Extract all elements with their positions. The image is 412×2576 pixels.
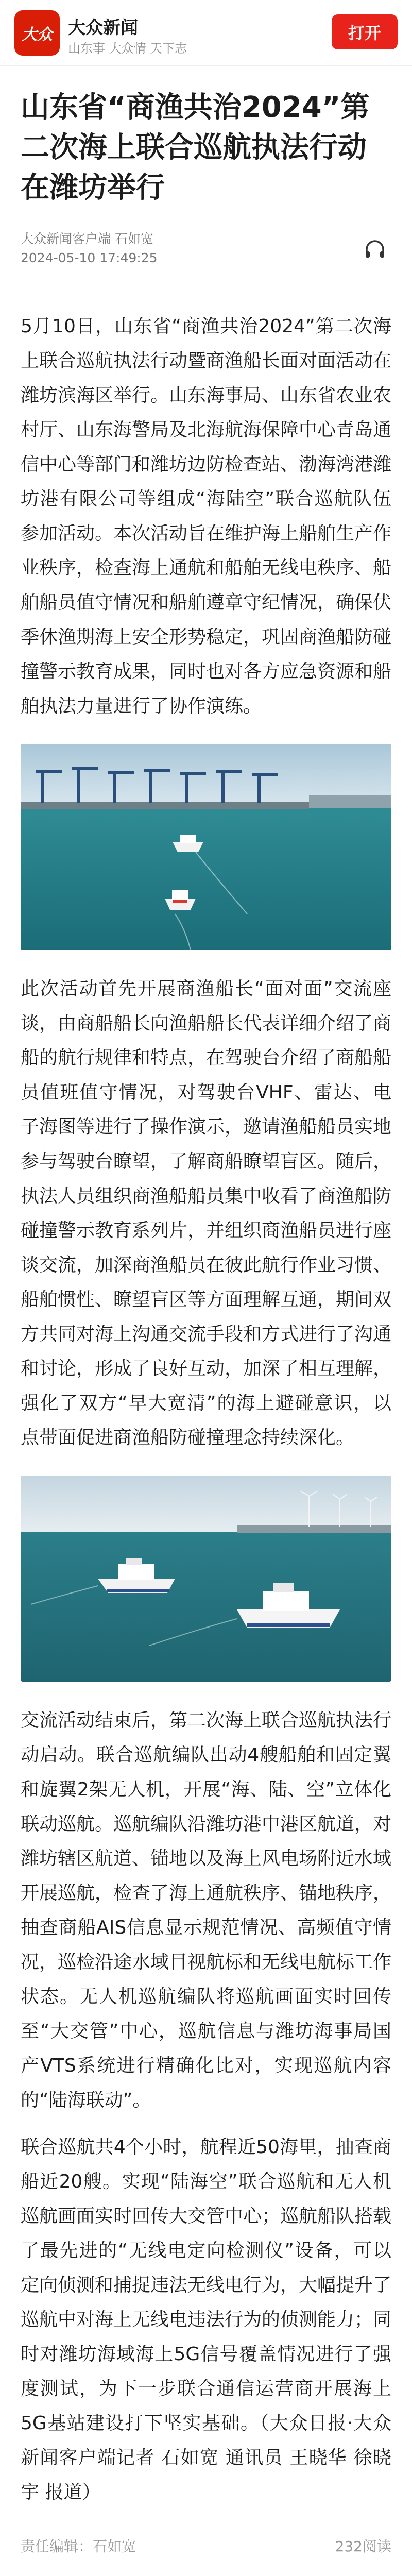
article-title: 山东省“商渔共治2024”第二次海上联合巡航执法行动在潍坊举行 bbox=[21, 91, 370, 205]
article-paragraph: 联合巡航共4个小时，航程近50海里，抽查商船近20艘。实现“陆海空”联合巡航和无人机巡航画面实时回传大交管中心；巡航船队搭载了最先进的“无线电定向检测仪”设备，可以定向侦测和捕捉违法无线电行为，大幅提升了巡航中对海上无线电违法行为的侦测能力；同时对潍坊海域海上5G信号覆盖情况进行了强度测试，为下一步联合通信运营商开展海上5G基站建设打下坚实基础。（大众日报·大众新闻客户端记者 石如宽 通讯员 王晓华 徐晓宇 报道） bbox=[21, 2137, 392, 2503]
article-paragraph: 此次活动首先开展商渔船长“面对面”交流座谈，由商船船长向渔船船长代表详细介绍了商船的航行规律和特点，在驾驶台介绍了商船船员值班值守情况，对驾驶台VHF、雷达、电子海图等进行了操作演示，邀请渔船船员实地参与驾驶台瞭望，了解商船瞭望盲区。随后，执法人员组织商渔船船员集中收看了商渔船防碰撞警示教育系列片，并组织商渔船员进行座谈交流，加深商渔船员在彼此航行作业习惯、船舶惯性、瞭望盲区等方面理解互通，期间双方共同对海上沟通交流手段和方式进行了沟通和讨论，形成了良好互动，加深了相互理解，强化了双方“早大宽清”的海上避碰意识，以点带面促进商渔船防碰撞理念持续深化。 bbox=[21, 978, 392, 1448]
responsible-editor: 责任编辑：石如宽 bbox=[21, 2538, 136, 2555]
app-download-banner bbox=[0, 0, 412, 66]
article-source: 大众新闻客户端 石如宽 bbox=[21, 231, 153, 246]
article-paragraph: 5月10日，山东省“商渔共治2024”第二次海上联合巡航执法行动暨商渔船长面对面活动在潍坊滨海区举行。山东海事局、山东省农业农村厅、山东海警局及北海航海保障中心青岛通信中心等部门和潍坊边防检查站、渤海湾港潍坊港有限公司等组成“海陆空”联合巡航队伍参加活动。本次活动旨在维护海上船舶生产作业秩序，检查海上通航和船舶无线电秩序、船舶船员值守情况和船舶遵章守纪情况，确保伏季休渔期海上安全形势稳定，巩固商渔船防碰撞警示教育成果，同时也对各方应急资源和船舶执法力量进行了协作演练。 bbox=[21, 316, 392, 717]
dazhong-logo bbox=[14, 10, 60, 56]
article bbox=[0, 88, 412, 2561]
app-name: 大众新闻 bbox=[68, 18, 138, 38]
article-meta bbox=[21, 227, 391, 273]
article-datetime: 2024-05-10 17:49:25 bbox=[21, 250, 158, 265]
read-count: 232阅读 bbox=[335, 2538, 391, 2555]
open-app-button[interactable]: 打开 bbox=[332, 14, 398, 49]
article-photo-patrol-ships-windfarm bbox=[21, 1476, 391, 1682]
article-footer bbox=[21, 2530, 391, 2561]
logo-text: 大众 bbox=[22, 26, 53, 44]
headphones-icon[interactable] bbox=[363, 237, 387, 262]
app-slogan: 山东事 大众情 天下志 bbox=[68, 41, 187, 56]
article-photo-patrol-boats-port bbox=[21, 744, 391, 950]
article-paragraph: 交流活动结束后，第二次海上联合巡航执法行动启动。联合巡航编队出动4艘船舶和固定翼和旋翼2架无人机，开展“海、陆、空”立体化联动巡航。巡航编队沿潍坊港中港区航道，对潍坊辖区航道、锚地以及海上风电场附近水域开展巡航，检查了海上通航秩序、锚地秩序，抽查商船AIS信息显示规范情况、高频值守情况，巡检沿途水域目视航标和无线电航标工作状态。无人机巡航编队将巡航画面实时回传至“大交管”中心，巡航信息与潍坊海事局国产VTS系统进行精确化比对，实现巡航内容的“陆海联动”。 bbox=[21, 1710, 392, 2111]
